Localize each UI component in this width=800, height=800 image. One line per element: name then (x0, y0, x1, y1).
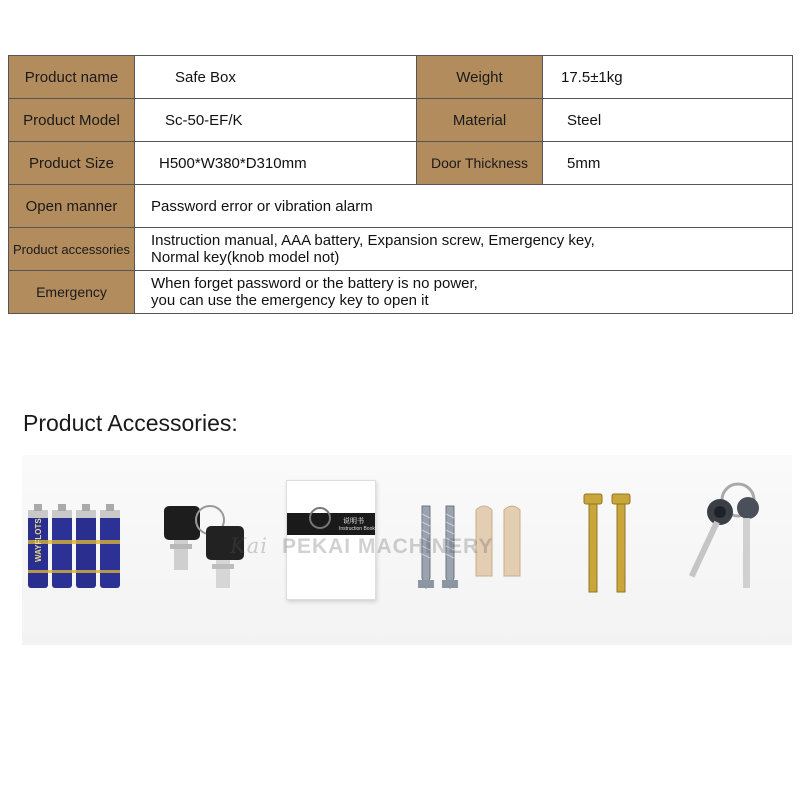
spec-row-product-size (9, 142, 793, 185)
book-logo-icon (309, 507, 331, 529)
spec-row-accessories (9, 228, 793, 271)
label-weight: Weight (417, 56, 543, 99)
emergency-line-2: you can use the emergency key to open it (151, 292, 429, 309)
value-emergency (135, 271, 793, 314)
expansion-bolts-image (580, 490, 640, 594)
label-door-thickness: Door Thickness (417, 142, 543, 185)
book-title-cn: 说明书 (343, 517, 364, 525)
watermark-kai: Kai (230, 534, 268, 558)
label-open-manner: Open manner (9, 185, 135, 228)
value-product-model: Sc-50-EF/K (135, 99, 417, 142)
value-weight: 17.5±1kg (543, 56, 793, 99)
label-product-size: Product Size (9, 142, 135, 185)
label-emergency: Emergency (9, 271, 135, 314)
aaa-batteries-image (26, 500, 124, 592)
label-product-name: Product name (9, 56, 135, 99)
label-product-accessories: Product accessories (9, 228, 135, 271)
value-material: Steel (543, 99, 793, 142)
spec-table (8, 55, 793, 314)
accessories-line-2: Normal key(knob model not) (151, 249, 340, 266)
spec-row-product-model (9, 99, 793, 142)
spec-row-emergency (9, 271, 793, 314)
emergency-keys-image (680, 478, 770, 596)
label-material: Material (417, 99, 543, 142)
watermark (230, 534, 493, 559)
accessories-title: Product Accessories: (23, 410, 238, 436)
emergency-line-1: When forget password or the battery is no power, (151, 275, 478, 292)
value-product-accessories (135, 228, 793, 271)
battery-brand-label: WAYFLOTS (34, 518, 43, 562)
value-open-manner: Password error or vibration alarm (135, 185, 793, 228)
spec-row-open-manner (9, 185, 793, 228)
watermark-text: PEKAI MACHINERY (281, 535, 494, 558)
value-product-size: H500*W380*D310mm (135, 142, 417, 185)
book-title-en: Instruction Book (339, 526, 375, 532)
value-product-name: Safe Box (135, 56, 417, 99)
value-door-thickness: 5mm (543, 142, 793, 185)
accessories-line-1: Instruction manual, AAA battery, Expansion screw, Emergency key, (151, 232, 595, 249)
spec-row-product-name (9, 56, 793, 99)
label-product-model: Product Model (9, 99, 135, 142)
